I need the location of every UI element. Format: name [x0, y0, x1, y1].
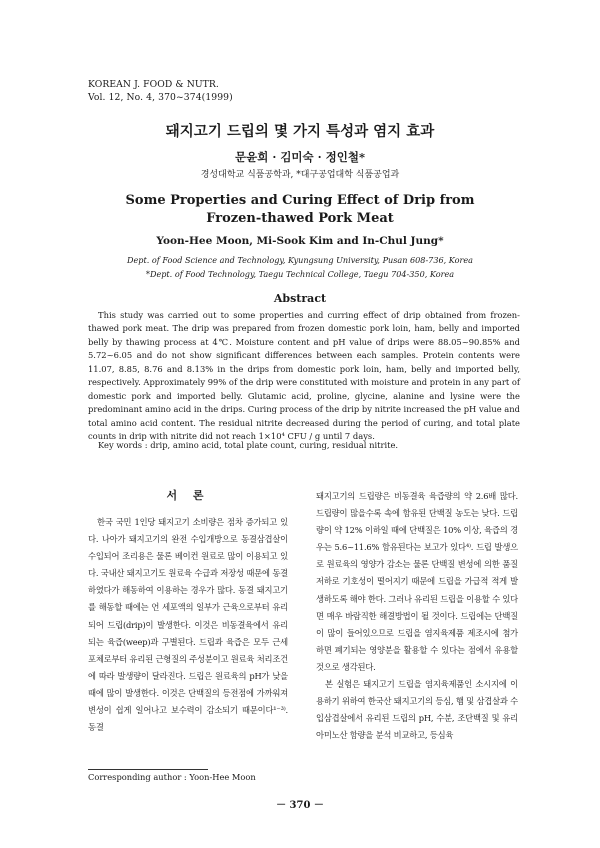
affiliation-english	[0, 253, 600, 281]
title-english	[0, 192, 600, 228]
left-column-text: 한국 국민 1인당 돼지고기 소비량은 점차 증가되고 있다. 나아가 돼지고기의 완전 수입개방으로 동결삼겹살이 수입되어 조리용은 물론 베이컨 원료로 많이 이용되고 있다. 국내산 돼지고기도 원료육 수급과 저장성 때문에 동결하였다가 해동하여 이용하는 경우가 많다. 동결 돼지고기를 해동할 때에는 언 세포액의 일부가 근육으로부터 유리되어 드립(drip)이 발생한다. 이것은 비동결육에서 유리되는 육즙(weep)과 구별된다. 드립과 육즙은 모두 근세포체로부터 유리된 근형질의 주성분이고 원료육 처리조건에 따라 발생량이 달라진다. 드립은 원료육의 pH가 낮을 때에 많이 발생한다. 이것은 단백질의 등전점에 가까워져 변성이 쉽게 일어나고 보수력이 감소되기 때문이다¹⁻³⁾. 동결	[88, 517, 288, 733]
keywords: Key words : drip, amino acid, total plate count, curing, residual nitrite.	[98, 440, 399, 450]
affiliation-korean: 경성대학교 식품공학과, *대구공업대학 식품공업과	[200, 170, 400, 180]
title-english-line-2: Frozen-thawed Pork Meat	[206, 211, 394, 226]
journal-volume: Vol. 12, No. 4, 370~374(1999)	[88, 91, 233, 103]
affiliation-english-2: *Dept. of Food Technology, Taegu Technical College, Taegu 704-350, Korea	[145, 269, 455, 279]
footnote-divider	[88, 769, 208, 770]
authors-korean: 문윤희 · 김미숙 · 정인철*	[234, 150, 366, 164]
section-heading-introduction: 서 론	[166, 489, 210, 502]
affiliation-english-1: Dept. of Food Science and Technology, Kyungsung University, Pusan 608-736, Korea	[127, 255, 473, 265]
title-korean: 돼지고기 드립의 몇 가지 특성과 염지 효과	[165, 123, 435, 140]
journal-info	[88, 79, 233, 104]
right-column	[316, 488, 518, 744]
page-number: － 370 －	[276, 800, 324, 811]
footnote-corresponding-author: Corresponding author : Yoon-Hee Moon	[88, 772, 256, 782]
right-column-paragraph-1: 돼지고기의 드립량은 비동결육 육즙량의 약 2.6배 많다. 드립량이 많을수록 속에 함유된 단백질 농도는 낮다. 드립량이 약 12% 이하일 때에 단백질은 10% 이상, 육즙의 경우는 5.6~11.6% 함유된다는 보고가 있다⁴⁾. 드립 발생으로 원료육의 영양가 감소는 물론 단백질 변성에 의한 품질 저하로 기호성이 떨어지기 때문에 드립을 가급적 적게 발생하도록 해야 한다. 그러나 유리된 드립을 이용할 수 있다면 매우 바람직한 해결방법이 될 것이다. 드립에는 단백질이 많이 들어있으므로 드립을 염지육제품 제조시에 첨가하면 폐기되는 영양분을 활용할 수 있다는 점에서 유용할 것으로 생각된다.	[316, 491, 518, 672]
abstract-text: This study was carried out to some properties and curring effect of drip obtained from frozen-thawed pork meat. The drip was prepared from frozen domestic pork loin, ham, belly and imported belly by thawing process at 4℃. Moisture content and pH value of drips were 88.05~90.85% and 5.72~6.05 and do not show significant differences between each samples. Protein contents were 11.07, 8.85, 8.76 and 8.13% in the drips from domestic pork loin, ham, belly and imported belly, respectively. Approximately 99% of the drip were constituted with moisture and protein in any part of domestic pork and imported belly. Glutamic acid, proline, glycine, alanine and lysine were the predominant amino acid in the drips. Curing process of the drip by nitrite increased the pH value and total amino acid content. The residual nitrite decreased during the period of curing, and total plate counts in drip with nitrite did not reach 1×10⁴ CFU / g until 7 days.	[88, 310, 520, 442]
journal-name: KOREAN J. FOOD & NUTR.	[88, 79, 219, 90]
right-column-paragraph-2: 본 실험은 돼지고기 드립을 염지육제품인 소시지에 이용하기 위하여 한국산 돼지고기의 등심, 햄 및 삼겹살과 수입삼겹살에서 유리된 드립의 pH, 수분, 조단백질 및 유리아미노산 함량을 분석 비교하고, 등심육	[316, 679, 518, 741]
title-english-line-1: Some Properties and Curing Effect of Drip from	[125, 193, 475, 208]
abstract-heading: Abstract	[273, 292, 327, 305]
authors-english: Yoon-Hee Moon, Mi-Sook Kim and In-Chul Jung*	[156, 235, 444, 247]
